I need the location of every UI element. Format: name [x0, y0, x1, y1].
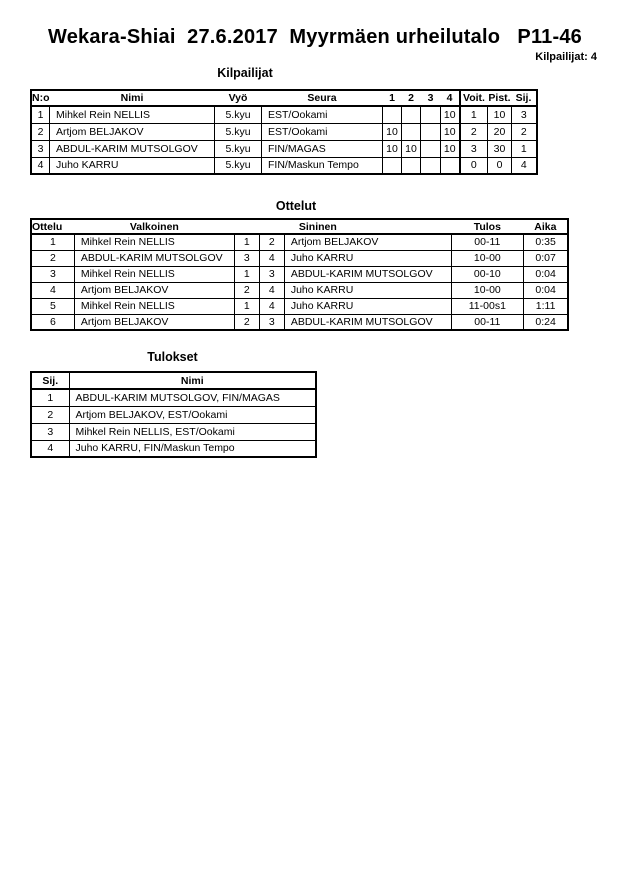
competitor-club: EST/Ookami	[262, 106, 383, 123]
placement-name: Juho KARRU, FIN/Maskun Tempo	[69, 440, 316, 457]
blue-player-name: Juho KARRU	[284, 282, 451, 298]
round-score	[402, 106, 421, 123]
column-header-vyo: Vyö	[215, 90, 262, 106]
round-score: 10	[402, 140, 421, 157]
blue-player-name: Juho KARRU	[284, 250, 451, 266]
ottelut-table	[30, 218, 569, 331]
white-player-name: Mihkel Rein NELLIS	[74, 298, 234, 314]
kilpailijat-header-row	[31, 90, 537, 106]
white-player-name: ABDUL-KARIM MUTSOLGOV	[74, 250, 234, 266]
table-row	[31, 440, 316, 457]
placement-value: 4	[512, 157, 537, 174]
match-time: 0:04	[523, 266, 568, 282]
white-player-name: Artjom BELJAKOV	[74, 282, 234, 298]
blue-player-number: 2	[259, 234, 284, 250]
wins-value: 1	[460, 106, 488, 123]
wins-value: 2	[460, 123, 488, 140]
blue-player-number: 4	[259, 298, 284, 314]
match-result: 00-10	[451, 266, 523, 282]
round-score	[383, 157, 402, 174]
table-row	[31, 106, 537, 123]
round-score	[421, 106, 441, 123]
tulokset-table	[30, 371, 317, 458]
competitor-name: Juho KARRU	[50, 157, 215, 174]
round-score: 10	[441, 123, 460, 140]
competitor-club: FIN/MAGAS	[262, 140, 383, 157]
competitor-club: EST/Ookami	[262, 123, 383, 140]
table-row	[31, 282, 568, 298]
competitor-belt: 5.kyu	[215, 106, 262, 123]
page-title: Wekara-Shiai 27.6.2017 Myyrmäen urheilutalo P11-46	[47, 26, 583, 48]
competitor-belt: 5.kyu	[215, 157, 262, 174]
table-row	[31, 234, 568, 250]
match-time: 0:24	[523, 314, 568, 330]
wins-value: 3	[460, 140, 488, 157]
round-score	[383, 106, 402, 123]
tulokset-header-row	[31, 372, 316, 389]
match-number: 4	[31, 282, 74, 298]
round-score: 10	[441, 140, 460, 157]
points-value: 30	[488, 140, 512, 157]
match-time: 1:11	[523, 298, 568, 314]
white-player-number: 1	[234, 234, 259, 250]
column-header-no: N:o	[32, 92, 50, 104]
round-score	[421, 140, 441, 157]
round-score	[441, 157, 460, 174]
section-heading-ottelut: Ottelut	[275, 199, 317, 213]
placement-value: 1	[512, 140, 537, 157]
table-row	[31, 389, 316, 406]
white-player-number: 2	[234, 282, 259, 298]
kilpailijat-table	[30, 89, 538, 175]
match-number: 3	[31, 266, 74, 282]
blue-player-number: 3	[259, 314, 284, 330]
column-header-round-4: 4	[441, 90, 460, 106]
competitor-club: FIN/Maskun Tempo	[262, 157, 383, 174]
competitor-number: 3	[31, 140, 50, 157]
match-number: 6	[31, 314, 74, 330]
column-header-aika: Aika	[523, 219, 568, 234]
match-time: 0:35	[523, 234, 568, 250]
table-row	[31, 314, 568, 330]
table-row	[31, 266, 568, 282]
points-value: 10	[488, 106, 512, 123]
wins-value: 0	[460, 157, 488, 174]
white-player-number: 1	[234, 266, 259, 282]
column-header-round-1: 1	[383, 90, 402, 106]
table-row	[31, 423, 316, 440]
round-score	[402, 123, 421, 140]
match-result: 10-00	[451, 282, 523, 298]
white-player-name: Artjom BELJAKOV	[74, 314, 234, 330]
match-time: 0:07	[523, 250, 568, 266]
table-row	[31, 157, 537, 174]
column-header-round-3: 3	[421, 90, 441, 106]
match-number: 1	[31, 234, 74, 250]
blue-player-number: 4	[259, 250, 284, 266]
competitor-belt: 5.kyu	[215, 123, 262, 140]
match-number: 2	[31, 250, 74, 266]
placement-value: 4	[31, 440, 69, 457]
competitor-name: ABDUL-KARIM MUTSOLGOV	[50, 140, 215, 157]
match-time: 0:04	[523, 282, 568, 298]
competitor-name: Mihkel Rein NELLIS	[50, 106, 215, 123]
round-score: 10	[383, 123, 402, 140]
placement-value: 2	[31, 406, 69, 423]
column-header-seura: Seura	[262, 90, 383, 106]
placement-name: Mihkel Rein NELLIS, EST/Ookami	[69, 423, 316, 440]
column-header-white-num	[234, 219, 259, 234]
participants-count: Kilpailijat: 4	[535, 51, 597, 63]
table-row	[31, 250, 568, 266]
table-row	[31, 406, 316, 423]
placement-name: ABDUL-KARIM MUTSOLGOV, FIN/MAGAS	[69, 389, 316, 406]
section-heading-tulokset: Tulokset	[147, 350, 198, 364]
table-row	[31, 123, 537, 140]
placement-value: 2	[512, 123, 537, 140]
blue-player-name: Juho KARRU	[284, 298, 451, 314]
round-score: 10	[383, 140, 402, 157]
match-number: 5	[31, 298, 74, 314]
round-score	[421, 157, 441, 174]
round-score	[402, 157, 421, 174]
column-header-ottelu: Ottelu	[31, 219, 74, 234]
white-player-name: Mihkel Rein NELLIS	[74, 266, 234, 282]
column-header-sininen: Sininen	[284, 219, 451, 234]
column-header-pist: Pist.	[488, 92, 511, 104]
competitor-number: 4	[31, 157, 50, 174]
round-score: 10	[441, 106, 460, 123]
column-header-voit: Voit.	[460, 90, 488, 106]
round-score	[421, 123, 441, 140]
blue-player-number: 3	[259, 266, 284, 282]
section-heading-kilpailijat: Kilpailijat	[217, 66, 273, 80]
points-value: 20	[488, 123, 512, 140]
column-header-nimi: Nimi	[50, 90, 215, 106]
table-row	[31, 298, 568, 314]
column-header-round-2: 2	[402, 90, 421, 106]
placement-value: 1	[31, 389, 69, 406]
match-result: 10-00	[451, 250, 523, 266]
competitor-name: Artjom BELJAKOV	[50, 123, 215, 140]
column-header-valkoinen: Valkoinen	[74, 219, 234, 234]
placement-value: 3	[512, 106, 537, 123]
placement-name: Artjom BELJAKOV, EST/Ookami	[69, 406, 316, 423]
blue-player-number: 4	[259, 282, 284, 298]
match-result: 11-00s1	[451, 298, 523, 314]
blue-player-name: ABDUL-KARIM MUTSOLGOV	[284, 266, 451, 282]
table-row	[31, 140, 537, 157]
placement-value: 3	[31, 423, 69, 440]
match-result: 00-11	[451, 234, 523, 250]
white-player-name: Mihkel Rein NELLIS	[74, 234, 234, 250]
column-header-blue-num	[259, 219, 284, 234]
white-player-number: 1	[234, 298, 259, 314]
white-player-number: 2	[234, 314, 259, 330]
white-player-number: 3	[234, 250, 259, 266]
competitor-number: 2	[31, 123, 50, 140]
match-result: 00-11	[451, 314, 523, 330]
points-value: 0	[488, 157, 512, 174]
blue-player-name: ABDUL-KARIM MUTSOLGOV	[284, 314, 451, 330]
column-header-nimi: Nimi	[69, 372, 316, 389]
competitor-belt: 5.kyu	[215, 140, 262, 157]
ottelut-header-row	[31, 219, 568, 234]
column-header-sij: Sij.	[31, 372, 69, 389]
competitor-number: 1	[31, 106, 50, 123]
blue-player-name: Artjom BELJAKOV	[284, 234, 451, 250]
column-header-tulos: Tulos	[451, 219, 523, 234]
column-header-sij: Sij.	[512, 90, 537, 106]
